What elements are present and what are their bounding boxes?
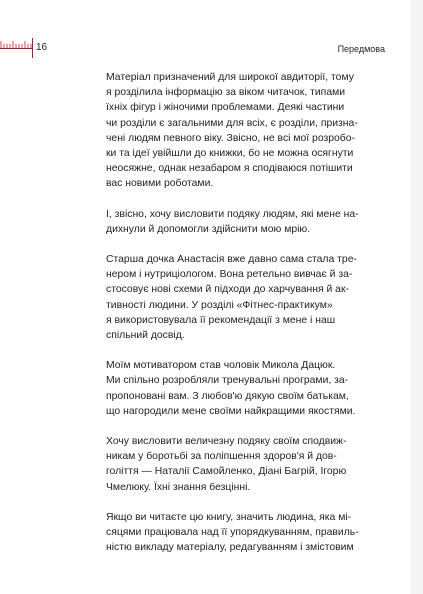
paragraph-editor: Якщо ви читаєте цю книгу, значить людина, яка мі- сяцями працювала над її упорядкуванням, правиль- ністю викладу матеріалу, редагуванням і змістовим xyxy=(106,511,359,554)
page-number: 16 xyxy=(36,42,48,53)
running-head: Передмова xyxy=(337,44,385,54)
page-number-divider xyxy=(32,38,33,58)
paragraph-husband: Моїм мотиватором став чоловік Микола Дацюк. Ми спільно розробляли тренувальні програми, за- пропоновані вам. З любов'ю дякую своїм батькам, що нагородили мене своїми найкращими якостями. xyxy=(106,360,356,417)
page-edge xyxy=(411,0,423,594)
paragraph-daughter: Старша дочка Анастасія вже давно сама стала тре- нером і нутриціологом. Вона ретельно вивчає й за- стосовує нові схеми й підходи до харчування й ак- тивності людини. У розділі «Фітнес-практикум» я використовувала її рекомендації з мене і наш спільний досвід. xyxy=(106,254,357,342)
body-text xyxy=(106,70,380,570)
ruler-decoration xyxy=(0,38,32,49)
paragraph-colleagues: Хочу висловити величезну подяку своїм сподвиж- никам у боротьбі за поліпшення здоров'я й дов- голіття — Наталії Самойленко, Діані Багрій, Ігорю Чмелюку. Їхні знання безцінні. xyxy=(106,436,347,493)
paragraph-thanks-intro: І, звісно, хочу висловити подяку людям, які мене на- дихнули й допомогли здійснити мою мрію. xyxy=(106,208,359,235)
paragraph-audience: Матеріал призначений для широкої авдиторії, тому я розділила інформацію за віком читачок, типами їхніх фігур і жіночими проблемами. Деякі частини чи розділи є загальними для всіх, є розділи, призна- чені людям певного віку. Звісно, не всі мої розробо- ки та ідеї увійшли до книжки, бо не можна осягнути неосяжне, однак незабаром я сподіваюся потішити вас новими роботами. xyxy=(106,72,358,190)
